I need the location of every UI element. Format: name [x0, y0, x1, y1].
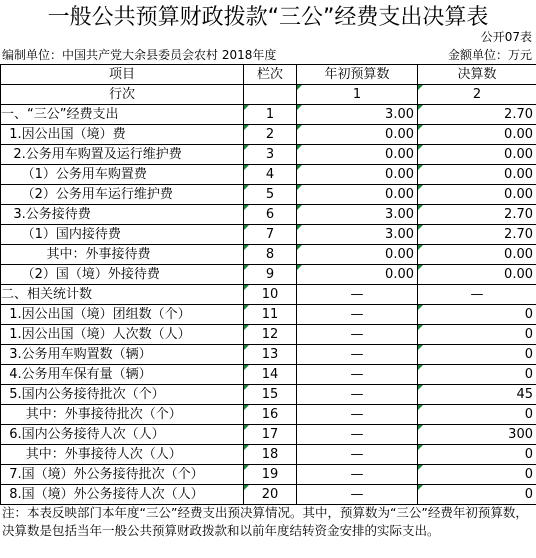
row-budget[interactable]: 0.00 [297, 125, 418, 145]
row-item-name[interactable]: 2.公务用车购置及运行维护费 [1, 145, 244, 165]
row-final[interactable]: 2.70 [418, 205, 536, 225]
row-item-name[interactable]: 其中：外事接待费 [1, 245, 244, 265]
header-budget[interactable]: 年初预算数 [297, 65, 418, 85]
row-budget[interactable]: 3.00 [297, 225, 418, 245]
row-seq[interactable]: 14 [244, 365, 297, 385]
table-row [1, 205, 536, 225]
table-row [1, 485, 536, 505]
row-item-name[interactable]: 6.国内公务接待人次（人） [1, 425, 244, 445]
header-item[interactable]: 项目 [1, 65, 244, 85]
table-row [1, 465, 536, 485]
seq-row-budget[interactable]: 1 [297, 85, 418, 105]
table-row [1, 225, 536, 245]
row-budget[interactable]: 3.00 [297, 205, 418, 225]
row-budget[interactable]: — [297, 485, 418, 505]
table-row [1, 245, 536, 265]
sheet-number: 公开07表 [480, 30, 532, 44]
row-budget[interactable]: — [297, 365, 418, 385]
row-final[interactable]: 0 [418, 365, 536, 385]
table-row [1, 125, 536, 145]
row-budget[interactable]: 0.00 [297, 165, 418, 185]
row-seq[interactable]: 11 [244, 305, 297, 325]
row-budget[interactable]: — [297, 285, 418, 305]
row-seq[interactable]: 15 [244, 385, 297, 405]
table-row [1, 265, 536, 285]
table-row [1, 365, 536, 385]
row-final[interactable]: 0.00 [418, 245, 536, 265]
row-final[interactable]: 0.00 [418, 165, 536, 185]
row-final[interactable]: 0 [418, 465, 536, 485]
row-seq[interactable]: 16 [244, 405, 297, 425]
row-final[interactable]: 0 [418, 305, 536, 325]
seq-row [1, 85, 536, 105]
table-row [1, 345, 536, 365]
row-seq[interactable]: 2 [244, 125, 297, 145]
row-item-name[interactable]: 二、相关统计数 [1, 285, 244, 305]
row-budget[interactable]: — [297, 305, 418, 325]
row-final[interactable]: 2.70 [418, 105, 536, 125]
header-final[interactable]: 决算数 [418, 65, 536, 85]
row-seq[interactable]: 12 [244, 325, 297, 345]
row-final[interactable]: 0 [418, 325, 536, 345]
row-seq[interactable]: 6 [244, 205, 297, 225]
table-row [1, 405, 536, 425]
seq-row-final[interactable]: 2 [418, 85, 536, 105]
row-item-name[interactable]: 1.因公出国（境）团组数（个） [1, 305, 244, 325]
row-item-name[interactable]: （2）公务用车运行维护费 [1, 185, 244, 205]
row-item-name[interactable]: 5.国内公务接待批次（个） [1, 385, 244, 405]
seq-row-empty[interactable] [244, 85, 297, 105]
row-budget[interactable]: — [297, 425, 418, 445]
row-seq[interactable]: 7 [244, 225, 297, 245]
row-seq[interactable]: 3 [244, 145, 297, 165]
row-seq[interactable]: 19 [244, 465, 297, 485]
table-row [1, 145, 536, 165]
row-seq[interactable]: 20 [244, 485, 297, 505]
table-row [1, 105, 536, 125]
row-final[interactable]: 0.00 [418, 145, 536, 165]
row-budget[interactable]: — [297, 385, 418, 405]
row-seq[interactable]: 1 [244, 105, 297, 125]
unit-row [0, 45, 536, 63]
row-seq[interactable]: 9 [244, 265, 297, 285]
row-item-name[interactable]: （2）国（境）外接待费 [1, 265, 244, 285]
row-final[interactable]: 0 [418, 405, 536, 425]
row-seq[interactable]: 18 [244, 445, 297, 465]
row-item-name[interactable]: 1.因公出国（境）人次数（人） [1, 325, 244, 345]
row-item-name[interactable]: 8.国（境）外公务接待人次（人） [1, 485, 244, 505]
table-row [1, 165, 536, 185]
row-final[interactable]: 0 [418, 445, 536, 465]
row-item-name[interactable]: （1）公务用车购置费 [1, 165, 244, 185]
row-item-name[interactable]: （1）国内接待费 [1, 225, 244, 245]
table-row [1, 385, 536, 405]
table-row [1, 185, 536, 205]
row-final[interactable]: 0 [418, 345, 536, 365]
row-seq[interactable]: 13 [244, 345, 297, 365]
row-item-name[interactable]: 其中：外事接待批次（个） [1, 405, 244, 425]
table-row [1, 425, 536, 445]
row-budget[interactable]: 3.00 [297, 105, 418, 125]
header-row [1, 65, 536, 85]
row-item-name[interactable]: 一、“三公”经费支出 [1, 105, 244, 125]
row-final[interactable]: 2.70 [418, 225, 536, 245]
table-row [1, 305, 536, 325]
row-budget[interactable]: 0.00 [297, 245, 418, 265]
seq-row-label[interactable]: 行次 [1, 85, 244, 105]
row-item-name[interactable]: 3.公务用车购置数（辆） [1, 345, 244, 365]
row-item-name[interactable]: 4.公务用车保有量（辆） [1, 365, 244, 385]
expense-table [0, 64, 536, 505]
table-row [1, 325, 536, 345]
row-budget[interactable]: 0.00 [297, 185, 418, 205]
row-seq[interactable]: 4 [244, 165, 297, 185]
row-budget[interactable]: 0.00 [297, 265, 418, 285]
row-budget[interactable]: — [297, 445, 418, 465]
row-budget[interactable]: — [297, 465, 418, 485]
row-final[interactable]: 0.00 [418, 265, 536, 285]
row-seq[interactable]: 17 [244, 425, 297, 445]
page-title: 一般公共预算财政拨款“三公”经费支出决算表 [47, 5, 489, 30]
row-item-name[interactable]: 1.因公出国（境）费 [1, 125, 244, 145]
row-final[interactable]: — [418, 285, 536, 305]
row-item-name[interactable]: 7.国（境）外公务接待批次（个） [1, 465, 244, 485]
row-budget[interactable]: 0.00 [297, 145, 418, 165]
row-seq[interactable]: 8 [244, 245, 297, 265]
table-row [1, 445, 536, 465]
row-seq[interactable]: 5 [244, 185, 297, 205]
money-unit: 金额单位：万元 [447, 48, 532, 62]
row-final[interactable]: 0 [418, 485, 536, 505]
row-final[interactable]: 45 [418, 385, 536, 405]
row-item-name[interactable]: 其中：外事接待人次（人） [1, 445, 244, 465]
row-final[interactable]: 0.00 [418, 125, 536, 145]
header-seq[interactable]: 栏次 [244, 65, 297, 85]
compiling-unit: 编制单位：中国共产党大余县委员会农村 2018年度 [2, 48, 277, 62]
row-budget[interactable]: — [297, 345, 418, 365]
footnote: 注：本表反映部门本年度“三公”经费支出预决算情况。其中，预算数为“三公”经费年初预算数，决算数是包括当年一般公共预算财政拨款和以前年度结转资金安排的实际支出。 [2, 505, 528, 538]
row-seq[interactable]: 10 [244, 285, 297, 305]
row-final[interactable]: 300 [418, 425, 536, 445]
row-budget[interactable]: — [297, 405, 418, 425]
table-row [1, 285, 536, 305]
row-final[interactable]: 0.00 [418, 185, 536, 205]
row-item-name[interactable]: 3.公务接待费 [1, 205, 244, 225]
row-budget[interactable]: — [297, 325, 418, 345]
